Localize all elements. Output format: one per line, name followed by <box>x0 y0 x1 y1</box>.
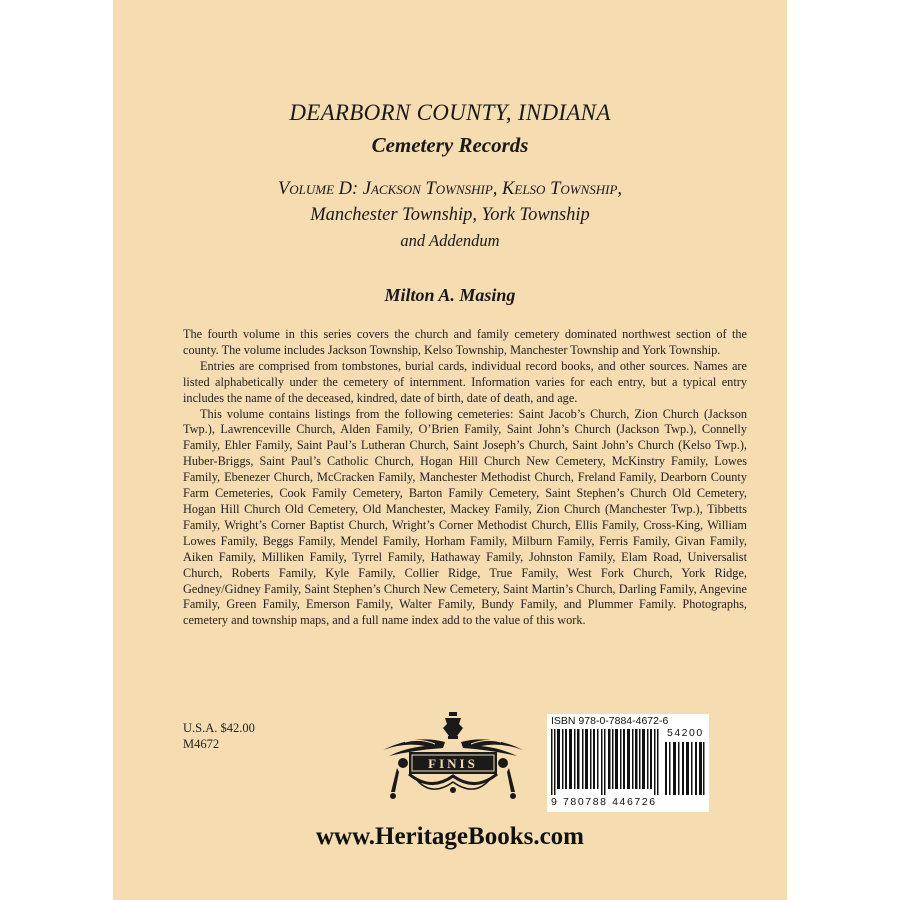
isbn-barcode-panel <box>547 714 709 812</box>
volume-line-3: and Addendum <box>400 231 500 250</box>
price-text: U.S.A. $42.00 <box>183 721 255 735</box>
isbn-label: ISBN 978-0-7884-4672-6 <box>551 715 669 727</box>
barcode <box>551 729 659 795</box>
description-block <box>183 327 747 629</box>
finis-ornament <box>375 712 531 804</box>
description-paragraph-1: The fourth volume in this series covers the church and family cemetery dominated northwest section of the county. The volume includes Jackson Township, Kelso Township, Manchester Township and York Township. <box>183 327 747 357</box>
price-block <box>183 720 255 752</box>
description-paragraph-3: This volume contains listings from the following cemeteries: Saint Jacob’s Church, Zion Church (Jackson Twp.), Lawrenceville Church, Alden Family, O’Brien Family, Saint John’s Church (Jackson Twp.), Connelly Family, Ehler Family, Saint Paul’s Lutheran Church, Saint Joseph’s Church, Saint John’s Church (Kelso Twp.), Huber-Briggs, Saint Paul’s Catholic Church, Hogan Hill Church New Cemetery, McKinstry Family, Lowes Family, Ebenezer Church, McCracken Family, Manchester Methodist Church, Freland Family, Dearborn County Farm Cemeteries, Cook Family Cemetery, Barton Family Cemetery, Saint Stephen’s Church Old Cemetery, Hogan Hill Church Old Cemetery, Old Manchester, Mackey Family, Zion Church (Manchester Twp.), Tibbetts Family, Wright’s Corner Baptist Church, Wright’s Corner Methodist Church, Ellis Family, Cross-King, William Lowes Family, Beggs Family, Mendel Family, Horham Family, Milburn Family, Ferris Family, Givan Family, Aiken Family, Milliken Family, Tyrrel Family, Hathaway Family, Johnston Family, Elam Road, Universalist Church, Roberts Family, Kyle Family, Collier Ridge, True Family, West Fork Church, York Ridge, Gedney/Gidney Family, Saint Stephen’s Church New Cemetery, Saint Martin’s Church, Darling Family, Angevine Family, Green Family, Emerson Family, Walter Family, Bundy Family, and Plummer Family. Photographs, cemetery and township maps, and a full name index add to the value of this work. <box>183 406 747 628</box>
volume-line-1: Volume D: Jackson Township, Kelso Township, <box>277 179 623 199</box>
description-paragraph-2: Entries are comprised from tombstones, burial cards, individual record books, and other sources. Names are listed alphabetically under the cemetery of internment. Information varies for each entry, but a typical entry includes the name of the deceased, kindred, date of birth, date of death, and age. <box>183 358 747 405</box>
author-name: Milton A. Masing <box>384 285 516 305</box>
book-back-cover <box>113 0 787 900</box>
volume-heading <box>113 176 787 254</box>
book-title: DEARBORN COUNTY, INDIANA <box>289 100 611 125</box>
volume-line-2: Manchester Township, York Township <box>310 205 590 225</box>
book-subtitle: Cemetery Records <box>371 133 529 157</box>
price-barcode <box>665 742 705 795</box>
website-link[interactable]: www.HeritageBooks.com <box>315 823 585 850</box>
barcode-digits: 9 780788 446726 <box>551 796 657 808</box>
item-code: M4672 <box>183 737 220 751</box>
price-code: 54200 <box>667 727 704 739</box>
finis-text: FINIS <box>428 756 478 771</box>
